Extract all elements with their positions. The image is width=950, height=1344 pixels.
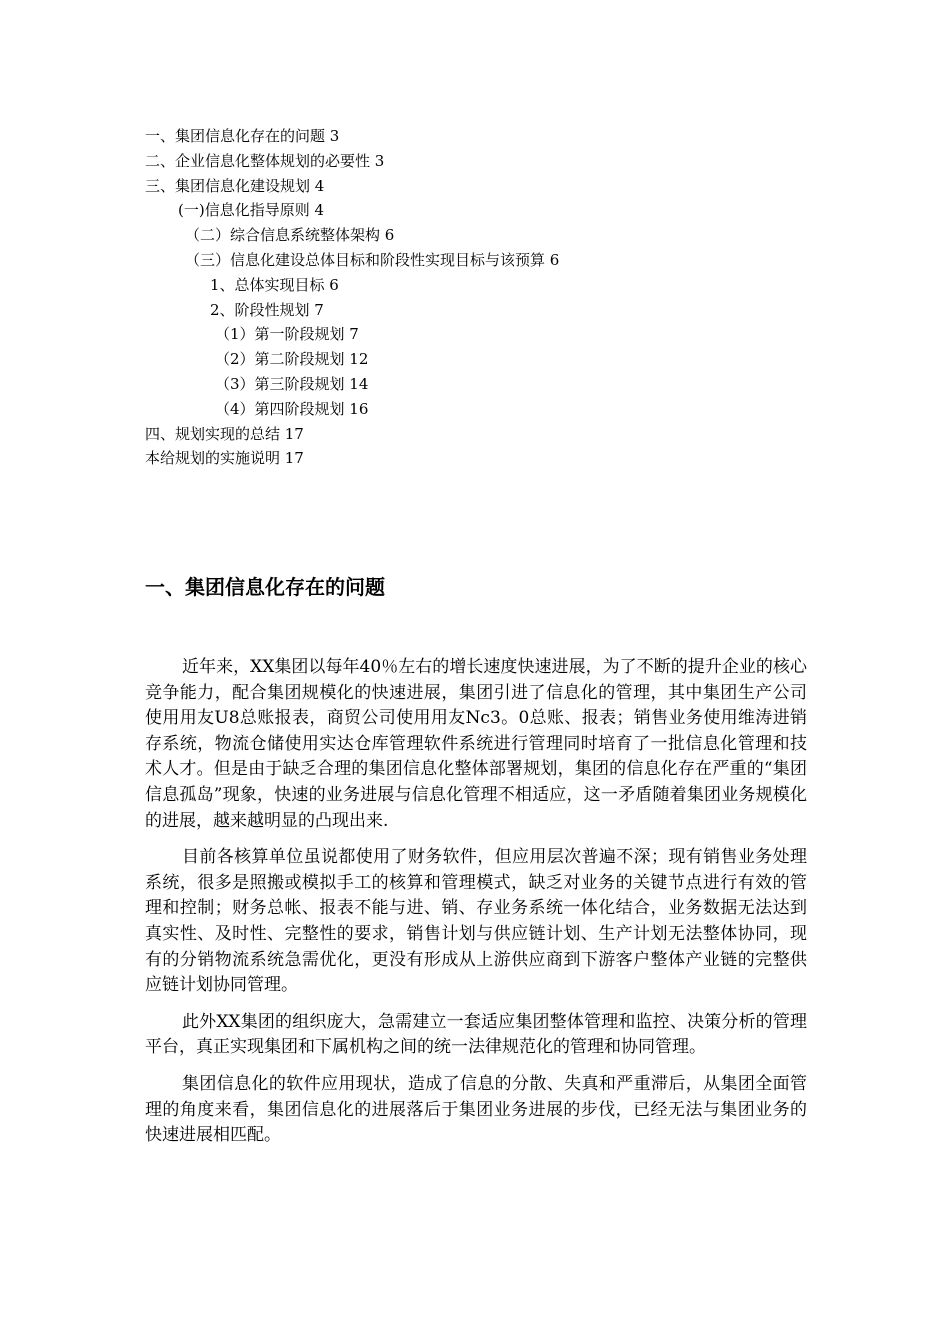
body-paragraph: 此外XX集团的组织庞大，急需建立一套适应集团整体管理和监控、决策分析的管理平台，真正实现集团和下属机构之间的统一法律规范化的管理和协同管理。 xyxy=(145,1011,807,1058)
toc-entry[interactable]: （三）信息化建设总体目标和阶段性实现目标与该预算 6 xyxy=(185,250,560,269)
table-of-contents xyxy=(145,124,825,471)
toc-entry[interactable]: 1、总体实现目标 6 xyxy=(210,275,339,294)
toc-entry[interactable]: (一)信息化指导原则 4 xyxy=(178,201,325,220)
body-paragraph: 集团信息化的软件应用现状，造成了信息的分散、失真和严重滞后，从集团全面管理的角度来看，集团信息化的进展落后于集团业务进展的步伐，已经无法与集团业务的快速进展相匹配。 xyxy=(145,1073,807,1146)
toc-entry[interactable]: 2、阶段性规划 7 xyxy=(210,300,324,319)
body-paragraph: 目前各核算单位虽说都使用了财务软件，但应用层次普遍不深；现有销售业务处理系统，很多是照搬或模拟手工的核算和管理模式，缺乏对业务的关键节点进行有效的管理和控制；财务总帐、报表不能与进、销、存业务系统一体化结合，业务数据无法达到真实性、及时性、完整性的要求，销售计划与供应链计划、生产计划无法整体协同，现有的分销物流系统急需优化，更没有形成从上游供应商到下游客户整体产业链的完整供应链计划协同管理。 xyxy=(145,847,807,996)
section-body xyxy=(145,655,807,1160)
toc-entry[interactable]: （1）第一阶段规划 7 xyxy=(215,325,359,344)
toc-entry[interactable]: 二、企业信息化整体规划的必要性 3 xyxy=(145,151,385,170)
toc-entry[interactable]: （3）第三阶段规划 14 xyxy=(215,374,369,393)
toc-entry[interactable]: （4）第四阶段规划 16 xyxy=(215,399,369,418)
toc-entry[interactable]: 一、集团信息化存在的问题 3 xyxy=(145,127,340,145)
toc-entry[interactable]: 本给规划的实施说明 17 xyxy=(145,449,304,468)
toc-entry[interactable]: 三、集团信息化建设规划 4 xyxy=(145,176,325,195)
toc-entry[interactable]: （2）第二阶段规划 12 xyxy=(215,350,369,369)
body-paragraph: 近年来，XX集团以每年40％左右的增长速度快速进展，为了不断的提升企业的核心竞争能力，配合集团规模化的快速进展，集团引进了信息化的管理，其中集团生产公司使用用友U8总账报表，商贸公司使用用友Nc3。0总账、报表；销售业务使用维涛进销存系统，物流仓储使用实达仓库管理软件系统进行管理同时培育了一批信息化管理和技术人才。但是由于缺乏合理的集团信息化整体部署规划，集团的信息化存在严重的“集团信息孤岛”现象，快速的业务进展与信息化管理不相适应，这一矛盾随着集团业务规模化的进展，越来越明显的凸现出来. xyxy=(145,657,807,831)
section-heading: 一、集团信息化存在的问题 xyxy=(145,575,385,599)
toc-entry[interactable]: （二）综合信息系统整体架构 6 xyxy=(185,226,395,245)
toc-entry[interactable]: 四、规划实现的总结 17 xyxy=(145,424,304,443)
